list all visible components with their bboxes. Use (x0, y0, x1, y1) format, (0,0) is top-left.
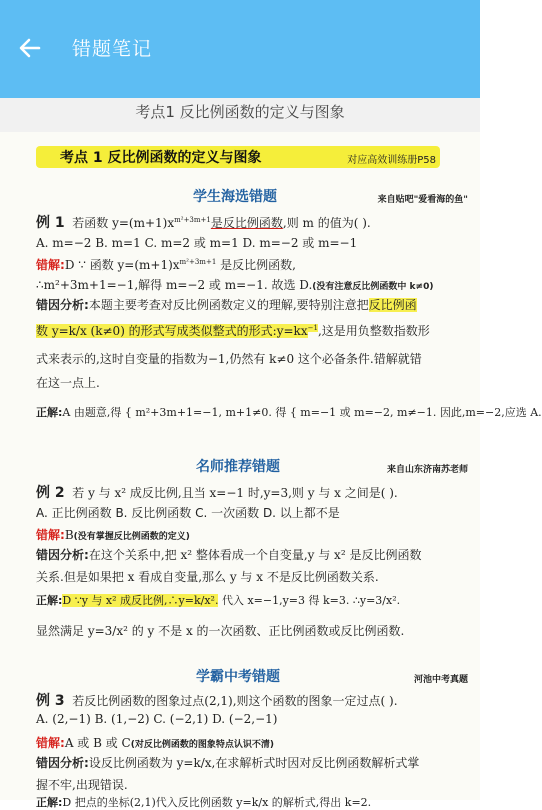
wrong-answer-3: 错解:A 或 B 或 C(对反比例函数的图象特点认识不清) (36, 736, 274, 750)
section-source-3: 河池中考真题 (413, 675, 468, 685)
error-analysis-2-l2: 关系.但是如果把 x 看成自变量,那么 y 与 x 不是反比例函数关系. (36, 570, 379, 584)
example-2-line: 例 2 若 y 与 x² 成反比例,且当 x=−1 时,y=3,则 y 与 x 之间是( ). (36, 485, 398, 501)
error-analysis-1-l3: 式来表示的,这时自变量的指数为−1,仍然有 k≠0 这个必备条件.错解就错 (36, 352, 422, 366)
correct-answer-3: 正解:D 把点的坐标(2,1)代入反比例函数 y=k/x 的解析式,得出 k=2. (36, 796, 372, 809)
banner-ref: 对应高效训练册P58 (347, 155, 436, 166)
example-2-options: A. 正比例函数 B. 反比例函数 C. 一次函数 D. 以上都不是 (36, 506, 340, 520)
error-analysis-1-l2: 数 y=k/x (k≠0) 的形式写成类似整式的形式$:y=kx^{-1}$,这是用负整数指数形 (36, 324, 430, 338)
page-title: 错题笔记 (72, 38, 153, 60)
error-analysis-1: 错因分析:本题主要考查对反比例函数定义的理解,要特别注意把反比例函 (36, 298, 417, 312)
correct-answer-1: 正解:A 由题意,得 { m²+3m+1=−1, m+1≠0. 得 { m=−1 或 m=−2, m≠−1. 因此,m=−2,应选 A. (36, 406, 542, 419)
app-bar (0, 0, 480, 98)
banner-title: 考点 1 反比例函数的定义与图象 (60, 150, 262, 166)
section-title-1: 学生海选错题 (193, 189, 277, 205)
error-analysis-3-l2: 握不牢,出现错误. (36, 778, 128, 792)
section-title-3: 学霸中考错题 (196, 669, 280, 685)
section-banner (36, 146, 440, 168)
correct-answer-2-l2: 显然满足 y=3/x² 的 y 不是 x 的一次函数、正比例函数或反比例函数. (36, 624, 405, 638)
correct-answer-2: 正解:D ∵y 与 x² 成反比例,∴y=k/x². 代入 x=−1,y=3 得 k=3. ∴y=3/x². (36, 594, 401, 607)
example-1-options: A. m=−2 B. m=1 C. m=2 或 m=1 D. m=−2 或 m=−1 (36, 236, 358, 250)
note-image (0, 132, 542, 809)
example-1-line: 例 1 若函数 $y=(m+1)x^{m^2+3m+1}$是反比例函数,则 m 的值为( ). (36, 215, 371, 231)
example-3-options: A. (2,−1) B. (1,−2) C. (−2,1) D. (−2,−1) (36, 712, 278, 726)
section-source-1: 来自贴吧"爱看海的鱼" (377, 195, 468, 205)
section-title-2: 名师推荐错题 (196, 459, 280, 475)
back-arrow-icon[interactable] (14, 32, 46, 64)
wrong-answer-1-cont: ∴m²+3m+1=−1,解得 m=−2 或 m=−1. 故选 D.(没有注意反比例函数中 k≠0) (36, 278, 434, 292)
error-analysis-3: 错因分析:设反比例函数为 y=k/x,在求解析式时因对反比例函数解析式掌 (36, 756, 420, 770)
topic-subtitle: 考点1 反比例函数的定义与图象 (135, 103, 345, 121)
wrong-answer-2: 错解:B(没有掌握反比例函数的定义) (36, 528, 190, 542)
error-analysis-2: 错因分析:在这个关系中,把 x² 整体看成一个自变量,y 与 x² 是反比例函数 (36, 548, 422, 562)
section-source-2: 来自山东济南苏老师 (386, 465, 468, 475)
wrong-answer-1: 错解:D ∵ 函数 $y=(m+1)x^{m^2+3m+1}$ 是反比例函数, (36, 258, 296, 272)
error-analysis-1-l4: 在这一点上. (36, 376, 100, 390)
example-3-line: 例 3 若反比例函数的图象过点(2,1),则这个函数的图象一定过点( ). (36, 693, 398, 709)
